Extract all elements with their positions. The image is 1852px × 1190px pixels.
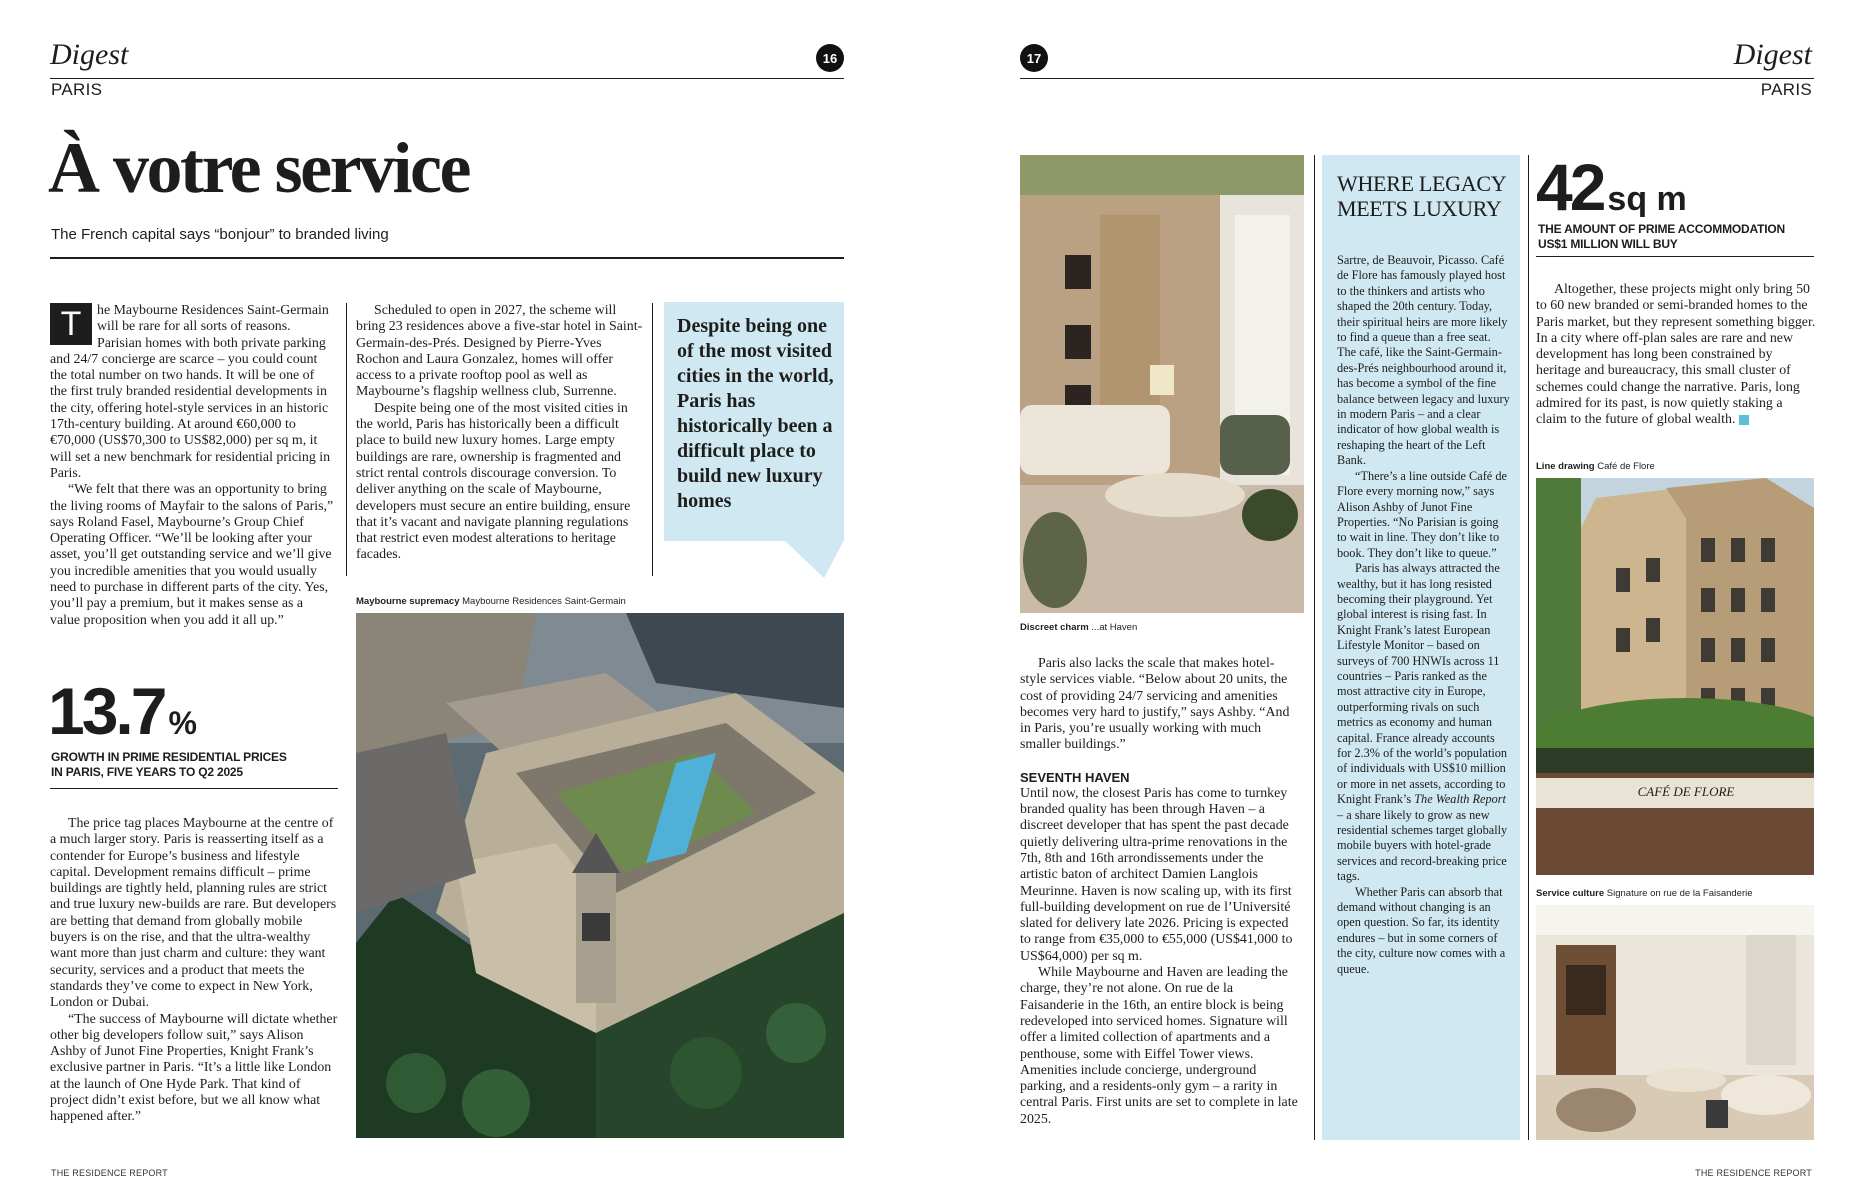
paragraph: he Maybourne Residences Saint-Germain will be rare for all sorts of reasons. Parisian homes with both private parking and 24/7 concierge are scarce – you could count the total number on two hands. It will be one of the first truly branded residential developments in the city, offering hotel-style services in an historic 17th-century building. At around €60,000 to €70,000 (US$70,300 to US$82,000) per sq m, it will set a new benchmark for residential pricing in Paris. — [50, 303, 331, 481]
column-divider — [1528, 155, 1529, 1140]
paragraph: “The success of Maybourne will dictate whether other big developers follow suit,” says Alison Ashby of Junot Fine Properties, Knight Frank’s exclusive partner in Paris. “It’s a little like London at the launch of One Hyde Park. That kind of project didn’t exist before, but we all know what happened after.” — [50, 1011, 338, 1125]
stat-unit: sq m — [1607, 180, 1687, 218]
footer: THE RESIDENCE REPORT — [51, 1168, 168, 1178]
subhead: SEVENTH HAVEN — [1020, 769, 1130, 785]
paragraph-text: Altogether, these projects might only bring 50 to 60 new branded or semi-branded homes to the Paris market, but they represent something bigger. In a city where off-plan sales are rare and new development has long been constrained by heritage and bureaucracy, this small cluster of schemes could change the narrative. Paris, long admired for its past, is now quietly staking a claim to the future of global wealth. — [1536, 282, 1816, 428]
sidebar-title — [1337, 171, 1511, 221]
stat-unit: % — [168, 705, 197, 741]
paragraph: Paris also lacks the scale that makes hotel-style services viable. “Below about 20 units, the cost of providing 24/7 servicing and amenities becomes very hard to justify,” says Ashby. “And in Paris, you’re usually working with much smaller buildings.” — [1020, 656, 1290, 753]
left-col2 — [356, 303, 648, 564]
left-col1-lower — [50, 816, 338, 1126]
paragraph: While Maybourne and Haven are leading the charge, they’re not alone. On rue de la Faisanderie in the 16th, an entire block is being redeveloped into serviced homes. Signature will offer a limited collection of apartments and a penthouse, some with Eiffel Tower views. Amenities include concierge, underground parking, and a residents-only gym – a rarity in central Paris. First units are set to complete in late 2025. — [1020, 965, 1298, 1127]
caption-text: Café de Flore — [1597, 461, 1655, 472]
paragraph — [1536, 282, 1816, 429]
paragraph: Despite being one of the most visited cities in the world, Paris has historically been a difficult place to build new luxury homes. Large empty buildings are rare, ownership is fragmented and strict rental controls discourage conversion. To deliver anything on the scale of Maybourne, developers must secure an entire building, ensure that it’s vacant and navigate planning regulations that restrict even modest alterations to heritage facades. — [356, 400, 631, 563]
article-title: À votre service — [48, 128, 469, 208]
footer: THE RESIDENCE REPORT — [1695, 1168, 1812, 1178]
caption-text: Maybourne Residences Saint-Germain — [462, 596, 626, 607]
header-rule — [1020, 78, 1814, 79]
caption-text: Signature on rue de la Faisanderie — [1606, 888, 1753, 899]
city-label: PARIS — [1760, 80, 1812, 99]
pull-quote-text: Despite being one of the most visited cities in the world, Paris has historically been a difficult place to build new luxury homes — [677, 315, 834, 512]
end-mark-icon — [1739, 415, 1749, 425]
interior-caption — [1020, 622, 1137, 633]
stat-label-line: THE AMOUNT OF PRIME ACCOMMODATION — [1538, 222, 1785, 236]
sidebar-box — [1322, 155, 1520, 1140]
sidebar-title-line: MEETS LUXURY — [1337, 196, 1502, 221]
sidebar-body — [1337, 253, 1511, 977]
paragraph: Until now, the closest Paris has come to turnkey branded quality has been through Haven – a discreet developer that has spent the past decade quietly delivering ultra-prime renovations in the 7th, 8th and 16th arrondissements under the artistic baton of architect Damien Langlois Meurinne. Haven is now scaling up, with its first full-building development on rue de l’Université slated for delivery late 2026. Pricing is expected to range from €35,000 to €55,000 (US$41,000 to US$64,000) per sq m. — [1020, 785, 1293, 964]
caption-bold: Line drawing — [1536, 461, 1595, 472]
sidebar-title-line: WHERE LEGACY — [1337, 171, 1507, 196]
left-col1-upper — [50, 303, 334, 629]
drop-cap: T — [50, 303, 92, 345]
column-divider — [1314, 155, 1315, 1140]
cafe-caption — [1536, 461, 1655, 472]
stat-rule — [50, 788, 338, 789]
paragraph — [1337, 561, 1511, 885]
header-rule — [50, 78, 844, 79]
stat-label — [1538, 222, 1816, 252]
city-label: PARIS — [51, 80, 103, 99]
stat-label-line: IN PARIS, FIVE YEARS TO Q2 2025 — [51, 765, 243, 779]
section-label: Digest — [50, 38, 129, 71]
stat-label-line: US$1 MILLION WILL BUY — [1538, 237, 1678, 251]
interior-photo — [1020, 155, 1304, 613]
pull-quote — [664, 302, 844, 541]
stat-rule — [1536, 256, 1814, 257]
photo-caption — [356, 596, 626, 607]
caption-bold: Maybourne supremacy — [356, 596, 460, 607]
paragraph: “There’s a line outside Café de Flore every morning now,” says Alison Ashby of Junot Fine Properties. “No Parisian is going to wait in line. They don’t like to book. They don’t like to queue.” — [1337, 468, 1507, 560]
stat-block — [48, 676, 197, 746]
paragraph: The price tag places Maybourne at the centre of a much larger story. Paris is reasserting itself as a contender for Europe’s business and lifestyle capital. Development remains difficult – prime buildings are tightly held, planning rules are strict and true luxury new-builds are rare. But developers are betting that demand from globally mobile buyers is on the rise, and that the ultra-wealthy want more than just charm and culture: they want security, services and a product that meets the standards they’ve come to expect in New York, London or Dubai. — [50, 816, 337, 1011]
service-caption — [1536, 888, 1753, 899]
stat-value: 42 — [1536, 150, 1604, 224]
column-divider — [652, 303, 653, 576]
title-rule — [50, 257, 844, 259]
stat-value: 13.7 — [48, 674, 165, 748]
cafe-photo — [1536, 478, 1814, 875]
caption-bold: Discreet charm — [1020, 622, 1089, 633]
report-title: The Wealth Report — [1414, 792, 1506, 807]
page-number: 17 — [1020, 44, 1048, 72]
speech-tail-icon — [784, 540, 844, 578]
stat-block — [1536, 152, 1687, 222]
caption-bold: Service culture — [1536, 888, 1605, 899]
stat-label — [51, 750, 335, 780]
paragraph-text: Paris has always attracted the wealthy, but it has long resisted becoming their playground. Yet global interest is rising fast. In Knight Frank’s latest European Lifestyle Monitor – based on surveys of 700 HNWIs across 11 countries – Paris ranked as the most attractive city in Europe, outperforming rivals on such metrics as economy and human capital. France already accounts for 2.3% of the world’s population of individuals with US$10 million or more in net assets, according to Knight Frank’s — [1337, 561, 1508, 807]
paragraph: Whether Paris can absorb that demand without changing is an open question. So far, its identity endures – but in some corners of the city, culture now comes with a queue. — [1337, 884, 1506, 976]
right-col1 — [1020, 656, 1300, 1128]
aerial-photo — [356, 613, 844, 1138]
page-number: 16 — [816, 44, 844, 72]
standfirst: The French capital says “bonjour” to branded living — [51, 226, 389, 243]
service-photo — [1536, 905, 1814, 1140]
paragraph: Sartre, de Beauvoir, Picasso. Café de Flore has famously played host to the thinkers and artists who shaped the 20th century. Today, their spiritual heirs are more likely to find a queue than a free seat. The café, like the Saint-Germain-des-Prés neighbourhood around it, has become a symbol of the fine balance between legacy and luxury in modern Paris – and a clear indicator of how global wealth is reshaping the heart of the Left Bank. — [1337, 253, 1510, 468]
section-label: Digest — [1733, 38, 1812, 71]
paragraph: “We felt that there was an opportunity to bring the living rooms of Mayfair to the salons of Paris,” says Roland Fasel, Maybourne’s Group Chief Operating Officer. “We’ll be looking after your asset, you’ll get outstanding service and we’ll give you incredible amenities that you would usually need to purchase in different parts of the city. Yes, you’ll pay a premium, but it makes sense as a value proposition when you add it all up.” — [50, 482, 334, 628]
cafe-sign: CAFÉ DE FLORE — [1637, 784, 1735, 799]
column-divider — [346, 303, 347, 576]
caption-text: ...at Haven — [1091, 622, 1138, 633]
stat-label-line: GROWTH IN PRIME RESIDENTIAL PRICES — [51, 750, 287, 764]
paragraph: Scheduled to open in 2027, the scheme will bring 23 residences above a five-star hotel in Saint-Germain-des-Prés. Designed by Pierre-Yves Rochon and Laura Gonzalez, homes will offer access to a private rooftop pool as well as Maybourne’s flagship wellness club, Surrenne. — [356, 303, 643, 400]
paragraph-text: – a share likely to grow as new residential schemes target globally mobile buyers with hotel-grade services and record-breaking price tags. — [1337, 807, 1508, 884]
right-col3 — [1536, 282, 1816, 429]
